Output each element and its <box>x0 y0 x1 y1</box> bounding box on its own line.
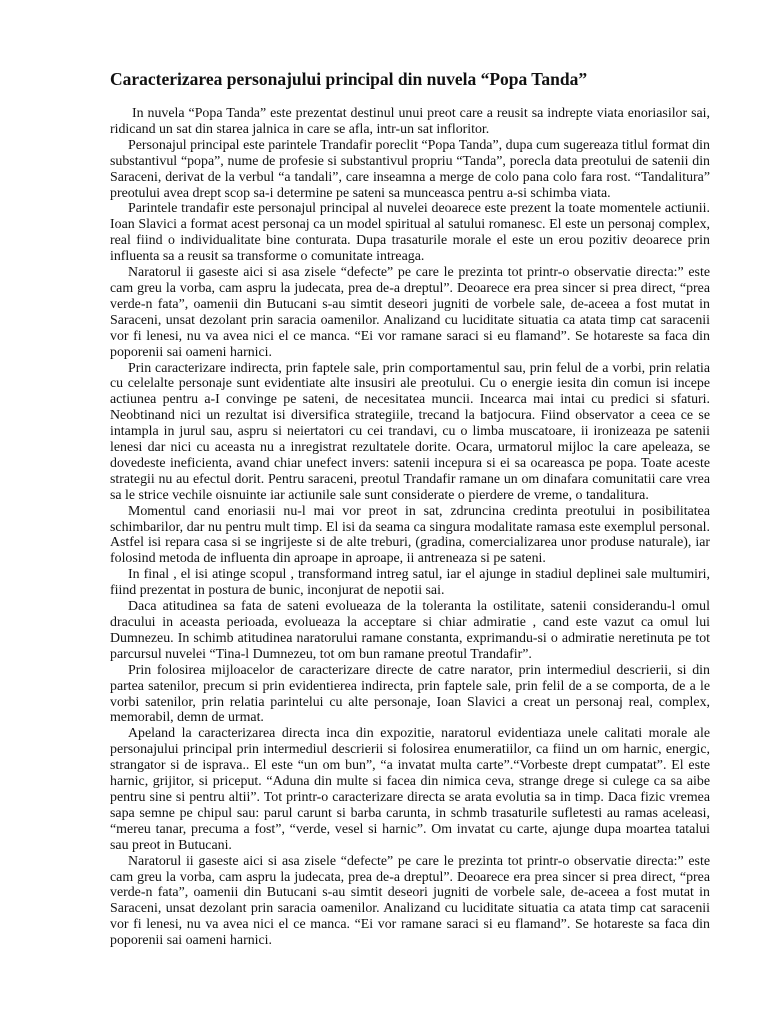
paragraph-defects: Naratorul ii gaseste aici si asa zisele “defecte” pe care le prezinta tot printr-o observatie directa:” este cam greu la vorba, cam aspru la judecata, prea de-a dreptul”. Deoarece era prea sincer si prea direct, “prea verde-n fata”, oamenii din Butucani s-au simtit deseori jugniti de vorbele sale, de-aceea a fost mutat in Saraceni, unsat dezolant prin saracia oamenilor. Analizand cu luciditate situatia ca atata timp cat saracenii vor fi lenesi, nu va avea nici el ce manca. “Ei vor ramane saraci si eu flamand”. Se hotareste sa faca din poporenii sai oameni harnici. <box>110 265 710 360</box>
paragraph-direct-characterization: Apeland la caracterizarea directa inca din expozitie, naratorul evidentiaza unele calitati morale ale personajului principal prin intermediul descrierii si folosirea enumeratiilor, ca fiind un om harnic, energic, strangator si de isprava.. El este “un om bun”, “a invatat multa carte”.“Vorbeste drept cumpatat”. El este harnic, grijitor, si priceput. “Aduna din multe si facea din nimica ceva, strange drege si culege ca sa aibe pentru sine si pentru altii”. Tot printr-o caracterizare directa se arata evolutia sa in timp. Daca fizic vremea sapa semne pe chipul sau: parul carunt si barba carunta, in schmb trasaturile sufletesti au ramas aceleasi, “mereu tanar, precuma a fost”, “verde, vesel si harnic”. Om invatat cu carte, ajunge dupa moartea tatalui sau preot in Butucani. <box>110 726 710 853</box>
paragraph-main-character: Personajul principal este parintele Trandafir poreclit “Popa Tanda”, dupa cum sugereaza titlul format din substantivul “popa”, nume de profesie si substantivul propriu “Tanda”, porecla data preotului de satenii din Saraceni, derivat de la verbul “a tandali”, care inseamna a merge de colo pana colo fara rost. “Tandalitura” preotului avea drept scop sa-i determine pe sateni sa munceasca pentru a-si schimba viata. <box>110 137 710 201</box>
paragraph-defects-repeat: Naratorul ii gaseste aici si asa zisele “defecte” pe care le prezinta tot printr-o observatie directa:” este cam greu la vorba, cam aspru la judecata, prea de-a dreptul”. Deoarece era prea sincer si prea direct, “prea verde-n fata”, oamenii din Butucani s-au simtit deseori jugniti de vorbele sale, de-aceea a fost mutat in Saraceni, unsat dezolant prin saracia oamenilor. Analizand cu luciditate situatia ca atata timp cat saracenii vor fi lenesi, nu va avea nici el ce manca. “Ei vor ramane saraci si eu flamand”. Se hotareste sa faca din poporenii sai oameni harnici. <box>110 853 710 949</box>
paragraph-personal-example: Momentul cand enoriasii nu-l mai vor preot in sat, zdruncina credinta preotului in posibilitatea schimbarilor, dar nu pentru mult timp. El isi da seama ca singura modalitate ramasa este exemplul personal. Astfel isi repara casa si se ingrijeste si de alte treburi, (gradina, comercializarea unor produse naturale), iar folosind metoda de influenta din aproape in aproape, ii antreneaza si pe sateni. <box>110 503 710 567</box>
paragraph-means: Prin folosirea mijloacelor de caracterizare directe de catre narator, prin intermediul descrierii, si din partea satenilor, precum si prin evidentierea indirecta, prin faptele sale, prin felil de a se comporta, de a le vorbi satenilor, prin relatia parintelui cu alte personaje, Ioan Slavici a creat un personaj real, complex, memorabil, demn de urmat. <box>110 662 710 726</box>
paragraph-attitude: Daca atitudinea sa fata de sateni evolueaza de la toleranta la ostilitate, satenii considerandu-l omul dracului in aceasta perioada, evolueaza la acceptare si chiar admiratie , cand este vazut ca omul lui Dumnezeu. In schimb atitudinea naratorului ramane constanta, exprimandu-si o admiratie neretinuta pe tot parcursul nuvelei “Tina-l Dumnezeu, tot om bun ramane preotul Trandafir”. <box>110 599 710 662</box>
document-body <box>110 106 710 949</box>
document-title: Caracterizarea personajului principal din nuvela “Popa Tanda” <box>110 69 588 89</box>
paragraph-model-spiritual: Parintele trandafir este personajul principal al nuvelei deoarece este prezent la toate momentele actiunii. Ioan Slavici a format acest personaj ca un model spiritual al satului romanesc. El este un personaj complex, real fiind o individualitate bine conturata. Dupa trasaturile morale el este un erou pozitiv deoarece prin influenta sa a reusit sa transforme o comunitate intreaga. <box>110 201 710 265</box>
paragraph-intro: In nuvela “Popa Tanda” este prezentat destinul unui preot care a reusit sa indrepte viata enoriasilor sai, ridicand un sat din starea jalnica in care se afla, intr-un sat infloritor. <box>110 106 710 137</box>
paragraph-indirect-characterization: Prin caracterizare indirecta, prin faptele sale, prin comportamentul sau, prin felul de a vorbi, prin relatia cu celelalte personaje sunt evidentiate alte insusiri ale preotului. Cu o energie iesita din comun isi incepe actiunea pentru a-I convinge pe sateni, de necesitatea muncii. Incearca mai intai cu predici si sfaturi. Neobtinand nici un rezultat isi diversifica strategiile, trecand la batjocura. Fiind observator a ceea ce se intampla in jurul sau, aspru si neiertatori cu cei trandavi, cu o limba muscatoare, ii ironizeaza pe satenii lenesi dar nici cu aceasta nu a inregistrat rezultatele dorite. Ocara, urmatorul mijloc la care apeleaza, se dovedeste ineficienta, avand chiar unefect invers: satenii incepura si ei sa ocareasca pe popa. Toate aceste strategii nu au efectul dorit. Pentru saraceni, preotul Trandafir ramane un om dinafara comunitatii care vrea sa le strice vechile oisnuinte iar actiunile sale sunt considerate o pierdere de vreme, o tandalitura. <box>110 360 710 503</box>
paragraph-final: In final , el isi atinge scopul , transformand intreg satul, iar el ajunge in stadiul deplinei sale multumiri, fiind prezentat in postura de bunic, inconjurat de nepotii sai. <box>110 567 710 599</box>
